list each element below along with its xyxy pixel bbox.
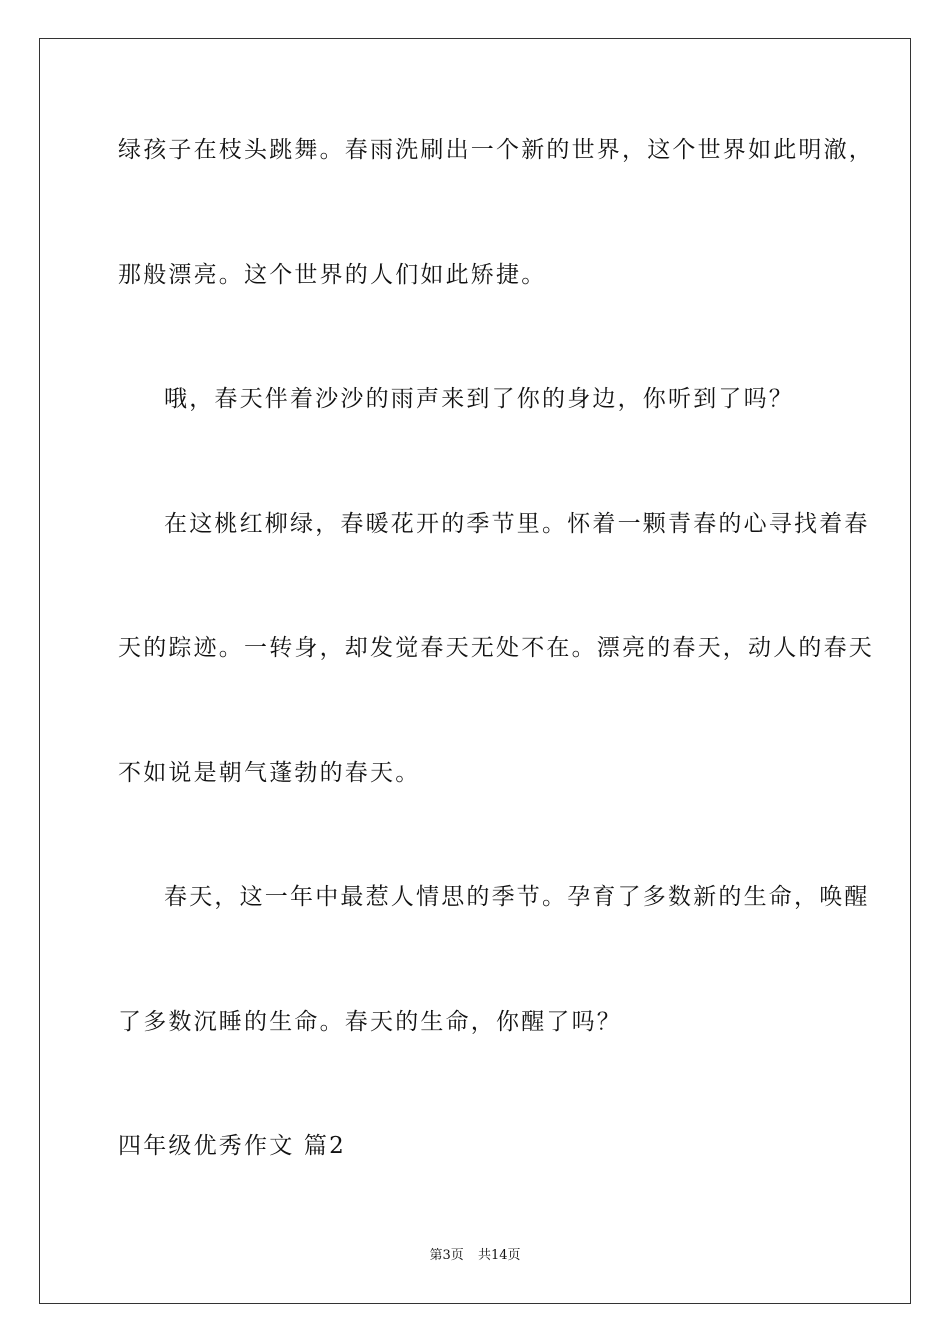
- page-footer: [0, 1247, 950, 1265]
- page-number: 第3页: [429, 1248, 464, 1263]
- paragraph-3-line-2: 天的踪迹。一转身，却发觉春天无处不在。漂亮的春天，动人的春天: [118, 635, 874, 661]
- paragraph-3-line-1: 在这桃红柳绿，春暖花开的季节里。怀着一颗青春的心寻找着春: [164, 511, 870, 537]
- page-border: [39, 38, 911, 1304]
- paragraph-1-line-1: 绿孩子在枝头跳舞。春雨洗刷出一个新的世界，这个世界如此明澈，: [118, 137, 874, 163]
- section-heading: 四年级优秀作文 篇2: [118, 1133, 346, 1159]
- paragraph-3-line-3: 不如说是朝气蓬勃的春天。: [118, 760, 421, 786]
- paragraph-4-line-1: 春天，这一年中最惹人情思的季节。孕育了多数新的生命，唤醒: [164, 884, 870, 910]
- paragraph-4-line-2: 了多数沉睡的生命。春天的生命，你醒了吗？: [118, 1009, 622, 1035]
- paragraph-2-line-1: 哦，春天伴着沙沙的雨声来到了你的身边，你听到了吗？: [164, 386, 794, 412]
- paragraph-1-line-2: 那般漂亮。这个世界的人们如此矫捷。: [118, 262, 547, 288]
- page-total: 共14页: [477, 1248, 521, 1263]
